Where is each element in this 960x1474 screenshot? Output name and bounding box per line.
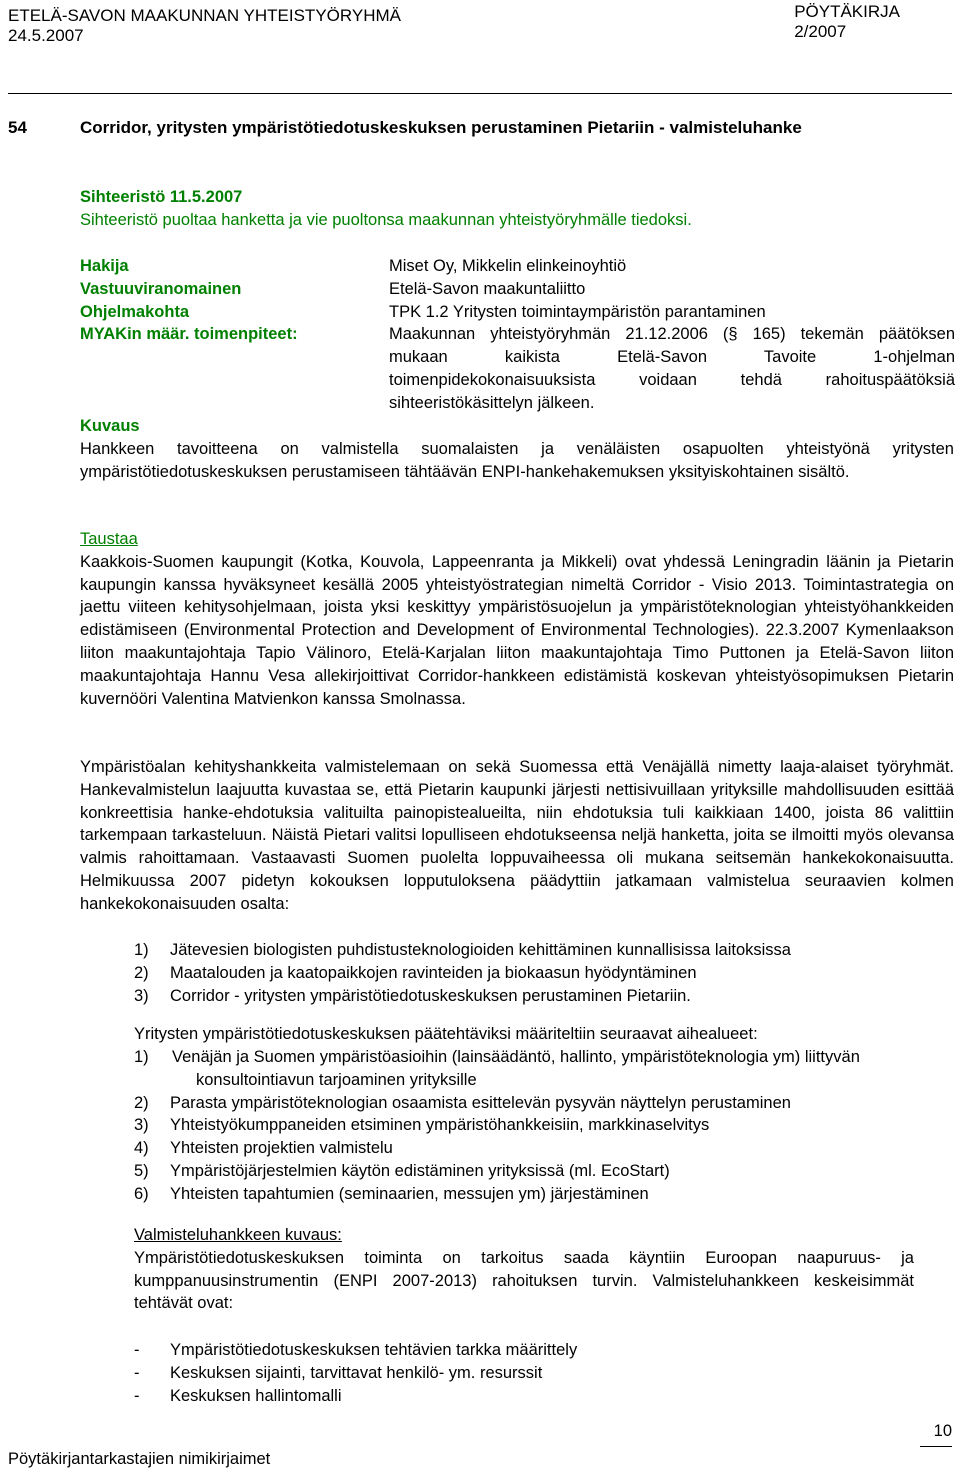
prep-heading: Valmisteluhankkeen kuvaus: <box>134 1226 342 1244</box>
list-item: 5) Ympäristöjärjestelmien käytön edistäminen yrityksissä (ml. EcoStart) <box>134 1161 670 1180</box>
org-name: ETELÄ-SAVON MAAKUNNAN YHTEISTYÖRYHMÄ <box>8 6 401 25</box>
header-rule <box>8 93 952 94</box>
secretariat-heading: Sihteeristö 11.5.2007 <box>80 188 243 206</box>
list-item: 3) Corridor - yritysten ympäristötiedotuskeskuksen perustaminen Pietariin. <box>134 986 691 1005</box>
list-item: - Keskuksen hallintomalli <box>134 1386 342 1405</box>
myak-label: MYAKin määr. toimenpiteet: <box>80 325 298 344</box>
background-section-2 <box>80 756 954 916</box>
list-item: 1) Jätevesien biologisten puhdistusteknologioiden kehittäminen kunnallisissa laitoksissa <box>134 941 791 959</box>
background-para-1: Kaakkois-Suomen kaupungit (Kotka, Kouvola, Lappeenranta ja Mikkeli) ovat yhdessä Leningradin läänin ja Pietarin kaupungin kanssa hyväksyneet kesällä 2005 yhteistyöstrategian nimeltä Corridor - Visio 2013. Toimintastrategia on jaettu viiteen kehitysohjelmaan, joista yksi keskittyy ympäristösuojelun ja ympäristöteknologian yhteistyöhankkeiden edistämiseen (Environmental Protection and Development of Environmental Technologies). 22.3.2007 Kymenlaakson liiton maakuntajohtaja Tapio Välinoro, Etelä-Karjalan liiton maakuntajohtaja Timo Puttonen ja Etelä-Savon liiton maakuntajohtaja Hannu Vesa allekirjoittivat Corridor-hankkeen edistämistä koskevan yhteistyösopimuksen Pietarin kuvernööri Valentina Matvienkon kanssa Smolnassa. <box>80 552 954 708</box>
list-item: 6) Yhteisten tapahtumien (seminaarien, messujen ym) järjestäminen <box>134 1184 649 1203</box>
authority-value: Etelä-Savon maakuntaliitto <box>389 279 586 298</box>
list-item: 2) Parasta ympäristöteknologian osaamista esittelevän pysyvän näyttelyn perustaminen <box>134 1093 791 1112</box>
secretariat-text: Sihteeristö puoltaa hanketta ja vie puoltonsa maakunnan yhteistyöryhmälle tiedoksi. <box>80 210 692 229</box>
page-number-rule <box>920 1446 952 1447</box>
description-text: Hankkeen tavoitteena on valmistella suomalaisten ja venäläisten osapuolten yhteistyönä yritysten ympäristötiedotuskeskuksen perustamiseen tähtäävän ENPI-hankehakemuksen yksityiskohtainen sisältö. <box>80 439 954 481</box>
tasks-intro <box>134 1023 934 1046</box>
tasks-intro-text: Yritysten ympäristötiedotuskeskuksen päätehtäviksi määriteltiin seuraavat aihealueet: <box>134 1025 758 1043</box>
doc-type: PÖYTÄKIRJA <box>794 2 900 21</box>
prep-section <box>134 1224 914 1315</box>
list-item: 2) Maatalouden ja kaatopaikkojen ravinteiden ja biokaasun hyödyntäminen <box>134 963 697 982</box>
tasks-list <box>134 1046 934 1206</box>
prep-text: Ympäristötiedotuskeskuksen toiminta on tarkoitus saada käyntiin Euroopan naapuruus- ja kumppanuusinstrumentin (ENPI 2007-2013) rahoituksen turvin. Valmisteluhankkeen keskeisimmät tehtävät ovat: <box>134 1248 914 1313</box>
page-number: 10 <box>933 1422 952 1440</box>
list-item: - Keskuksen sijainti, tarvittavat henkilö- ym. resurssit <box>134 1363 543 1382</box>
doc-number: 2/2007 <box>794 22 847 41</box>
item-number: 54 <box>8 118 27 137</box>
secretariat-section <box>80 186 954 232</box>
header-left <box>8 6 401 46</box>
background-para-2: Ympäristöalan kehityshankkeita valmistelemaan on sekä Suomessa että Venäjällä nimetty laaja-alaiset työryhmät. Hankevalmistelun laajuutta kuvastaa se, että Pietarin kaupunki järjesti nettisivuillaan yrityksille mahdollisuuden esittää konkreettisia hanke-ehdotuksia valituilta painopistealueilta, niin ehdotuksia tuli kaikkiaan 1400, joista 86 valittiin tarkempaan tarkasteluun. Näistä Pietari valitsi lopulliseen ehdotukseensa neljä hanketta, joita se ilmoitti myös olevansa valmis rahoittamaan. Vastaavasti Suomen puolelta loppuvaiheessa oli mukana seitsemän hankekokonaisuutta. Helmikuussa 2007 pidetyn kokouksen lopputuloksena päädyttiin jatkamaan valmistelua seuraavien kolmen hankekokonaisuuden osalta: <box>80 758 954 913</box>
meeting-date: 24.5.2007 <box>8 26 84 45</box>
list-item: 3) Yhteistyökumppaneiden etsiminen ympäristöhankkeisiin, markkinaselvitys <box>134 1116 710 1135</box>
list-item: - Ympäristötiedotuskeskuksen tehtävien tarkka määrittely <box>134 1341 578 1359</box>
description-heading: Kuvaus <box>80 417 140 435</box>
background-heading: Taustaa <box>80 530 138 548</box>
background-section <box>80 528 954 710</box>
list-item: 4) Yhteisten projektien valmistelu <box>134 1139 393 1158</box>
item-title-row <box>8 118 802 138</box>
myak-value: Maakunnan yhteistyöryhmän 21.12.2006 (§ 165) tekemän päätöksen mukaan kaikista Etelä-Savon Tavoite 1-ohjelman toimenpidekokonaisuuksista voidaan tehdä rahoituspäätöksiä sihteeristökäsittelyn jälkeen. <box>389 325 955 412</box>
applicant-label: Hakija <box>80 257 129 275</box>
header-right <box>794 2 900 42</box>
description-section <box>80 415 954 483</box>
signatures-label: Pöytäkirjantarkastajien nimikirjaimet <box>8 1450 271 1468</box>
project-list <box>134 939 934 1007</box>
item-title: Corridor, yritysten ympäristötiedotuskeskuksen perustaminen Pietariin - valmisteluhanke <box>80 118 802 137</box>
program-label: Ohjelmakohta <box>80 302 190 321</box>
project-meta <box>80 255 954 415</box>
list-item: 1) Venäjän ja Suomen ympäristöasioihin (lainsäädäntö, hallinto, ympäristöteknologia ym) liittyvän konsultointiavun tarjoaminen yrityksille <box>134 1048 860 1089</box>
program-value: TPK 1.2 Yritysten toimintaympäristön parantaminen <box>389 302 766 321</box>
applicant-value: Miset Oy, Mikkelin elinkeinoyhtiö <box>389 257 627 275</box>
authority-label: Vastuuviranomainen <box>80 279 242 298</box>
prep-list <box>134 1339 914 1407</box>
